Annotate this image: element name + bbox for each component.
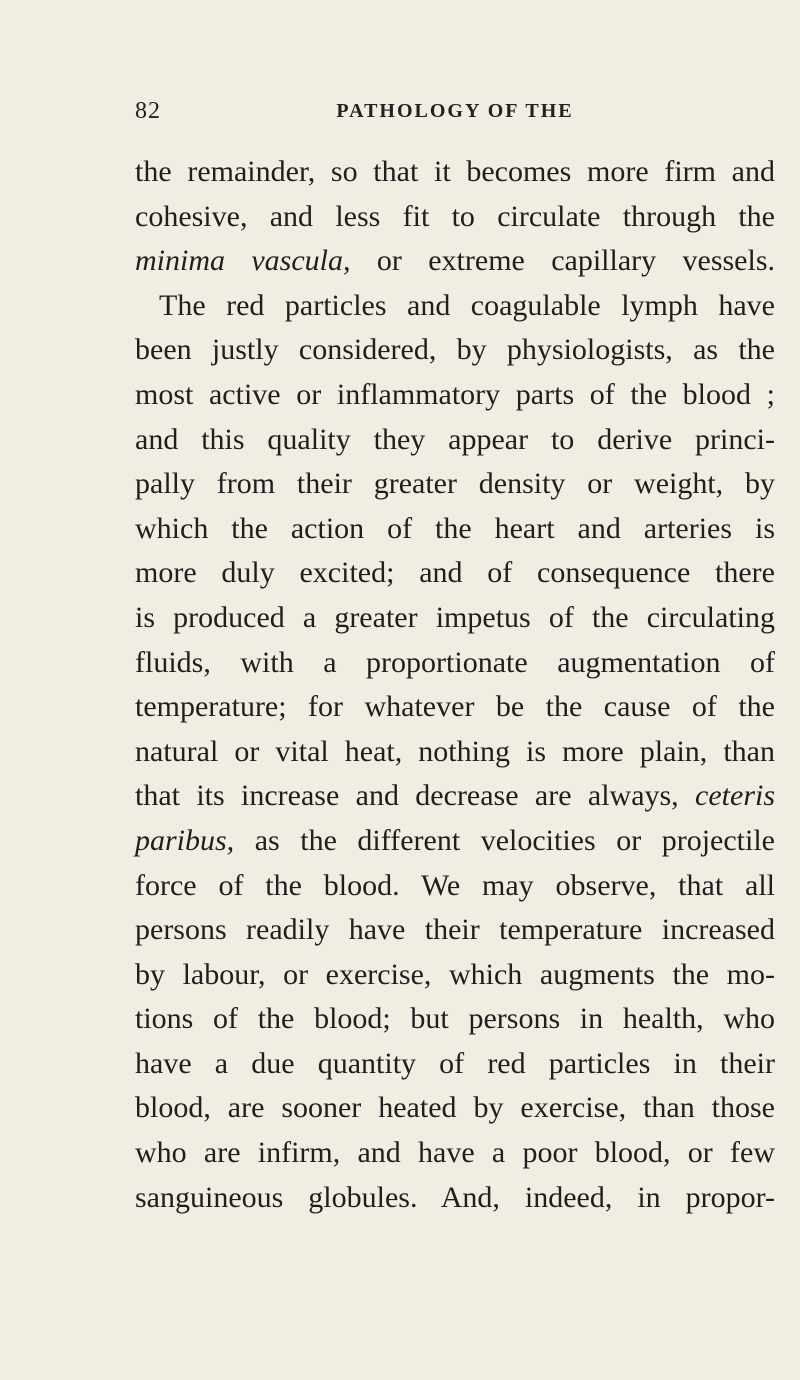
text-line: fluids, with a proportionate augmentation of: [135, 645, 775, 679]
text-line: minima vascula, or extreme capillary vessels.: [135, 244, 776, 278]
text-line: The red particles and coagulable lymph have: [159, 288, 775, 322]
text-line: pally from their greater density or weight, by: [135, 467, 775, 501]
text-line: is produced a greater impetus of the circulating: [135, 600, 775, 634]
text-line: persons readily have their temperature increased: [135, 913, 775, 947]
text-line: force of the blood. We may observe, that all: [135, 868, 775, 902]
text-line: been justly considered, by physiologists, as the: [135, 333, 775, 367]
text-line: more duly excited; and of consequence there: [135, 556, 775, 590]
text-line: sanguineous globules. And, indeed, in propor-: [135, 1180, 775, 1214]
text-line: cohesive, and less fit to circulate through the: [135, 199, 775, 233]
text-line: the remainder, so that it becomes more firm and: [135, 155, 775, 188]
text-line: which the action of the heart and arteries is: [135, 511, 775, 545]
body-text: [135, 150, 775, 1220]
page-number: 82: [135, 98, 161, 124]
text-line: tions of the blood; but persons in health, who: [135, 1002, 775, 1036]
text-line: by labour, or exercise, which augments the mo-: [135, 957, 775, 991]
text-line: paribus, as the different velocities or projectile: [135, 823, 775, 857]
page-header: [135, 98, 775, 138]
italic-phrase: paribus,: [135, 823, 235, 857]
text-line: natural or vital heat, nothing is more plain, than: [135, 734, 775, 768]
running-head: PATHOLOGY OF THE: [336, 100, 574, 122]
text-line: and this quality they appear to derive princi-: [135, 422, 775, 456]
text-line: most active or inflammatory parts of the blood ;: [135, 377, 775, 411]
text-line: blood, are sooner heated by exercise, than those: [135, 1091, 775, 1125]
italic-phrase: ceteris: [695, 779, 775, 813]
text-line: who are infirm, and have a poor blood, or few: [135, 1136, 775, 1170]
text-line: temperature; for whatever be the cause of the: [135, 690, 775, 724]
italic-phrase: minima vascula,: [135, 244, 351, 278]
text-line: have a due quantity of red particles in their: [135, 1046, 775, 1080]
text-line: that its increase and decrease are always, ceteris: [135, 779, 775, 813]
